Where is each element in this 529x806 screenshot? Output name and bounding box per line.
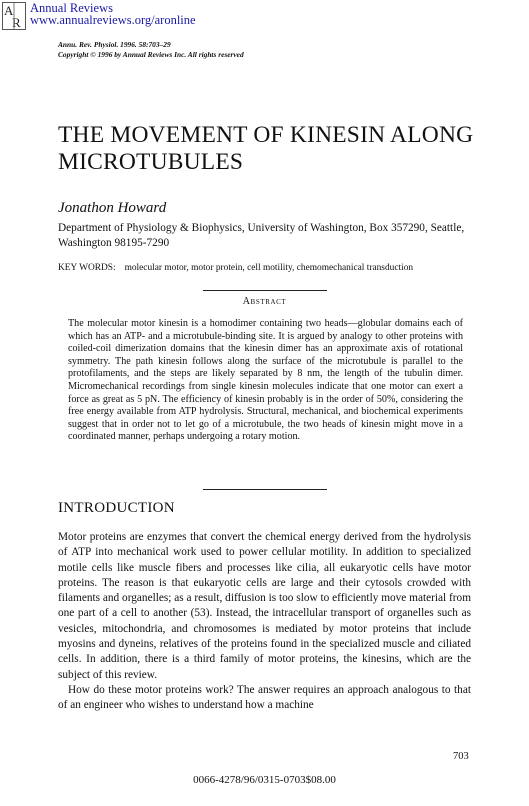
- citation-block: [58, 40, 244, 60]
- author-affiliation: Department of Physiology & Biophysics, University of Washington, Box 357290, Seattle, Washington 98195-7290: [58, 222, 465, 249]
- abstract-top-rule: [203, 290, 327, 291]
- abstract-heading: Abstract: [242, 296, 287, 307]
- keywords-line: [58, 263, 413, 273]
- abstract-bottom-rule: [203, 489, 327, 490]
- abstract-text: The molecular motor kinesin is a homodimer containing two heads—globular domains each of which has an ATP- and a microtubule-binding site. It is argued by analogy to other proteins with coiled-coil dimerization domains that the kinesin dimer has an approximate axis of rotational symmetry. The path kinesin follows along the surface of the microtubule is parallel to the protofilaments, and the steps are likely separated by 8 nm, the length of the tubulin dimer. Micromechanical recordings from single kinesin molecules indicate that one motor can exert a force as great as 5 pN. The efficiency of kinesin probably is in the order of 50%, considering the free energy available from ATP hydrolysis. Structural, mechanical, and biochemical experiments suggest that in order not to let go of a microtubule, the two heads of kinesin might move in a coordinated manner, perhaps undergoing a rotary motion.: [68, 318, 463, 443]
- page-number: 703: [453, 751, 469, 762]
- citation-copyright: Copyright © 1996 by Annual Reviews Inc. All rights reserved: [58, 50, 244, 59]
- article-title: THE MOVEMENT OF KINESIN ALONG MICROTUBULES: [58, 122, 474, 175]
- svg-text:A: A: [4, 3, 14, 18]
- annual-reviews-logo-icon: [2, 2, 26, 30]
- keywords-value: molecular motor, motor protein, cell motility, chemomechanical transduction: [124, 263, 414, 273]
- keywords-label: KEY WORDS:: [58, 263, 116, 273]
- annual-reviews-link[interactable]: Annual Reviews: [30, 1, 113, 15]
- svg-text:R: R: [12, 15, 21, 30]
- introduction-heading: INTRODUCTION: [58, 500, 175, 516]
- footer-code: 0066-4278/96/0315-0703$08.00: [193, 774, 336, 786]
- citation-journal: Annu. Rev. Physiol. 1996. 58:703–29: [58, 40, 171, 49]
- annual-reviews-url-link[interactable]: www.annualreviews.org/aronline: [30, 13, 196, 27]
- introduction-body: [58, 530, 471, 714]
- body-paragraph: Motor proteins are enzymes that convert the chemical energy derived from the hydrolysis of ATP into mechanical work used to power cellular motility. In addition to specialized motile cells like muscle fibers and processes like cilia, all eukaryotic cells have motor proteins. The reason is that eukaryotic cells are large and their cytosols crowded with filaments and organelles; as a result, diffusion is too slow to efficiently move material from one part of a cell to another (53). Instead, the intracellular transport of organelles such as vesicles, mitochondria, and chromosomes is mediated by motor proteins that include myosins and dyneins, relatives of the proteins found in the specialized muscle and ciliated cells. In addition, there is a third family of motor proteins, the kinesins, which are the subject of this review.: [58, 531, 471, 681]
- body-paragraph: How do these motor proteins work? The answer requires an approach analogous to that of an engineer who wishes to understand how a machine: [58, 683, 471, 712]
- annual-reviews-header: [2, 2, 196, 30]
- author-name: Jonathon Howard: [58, 200, 167, 216]
